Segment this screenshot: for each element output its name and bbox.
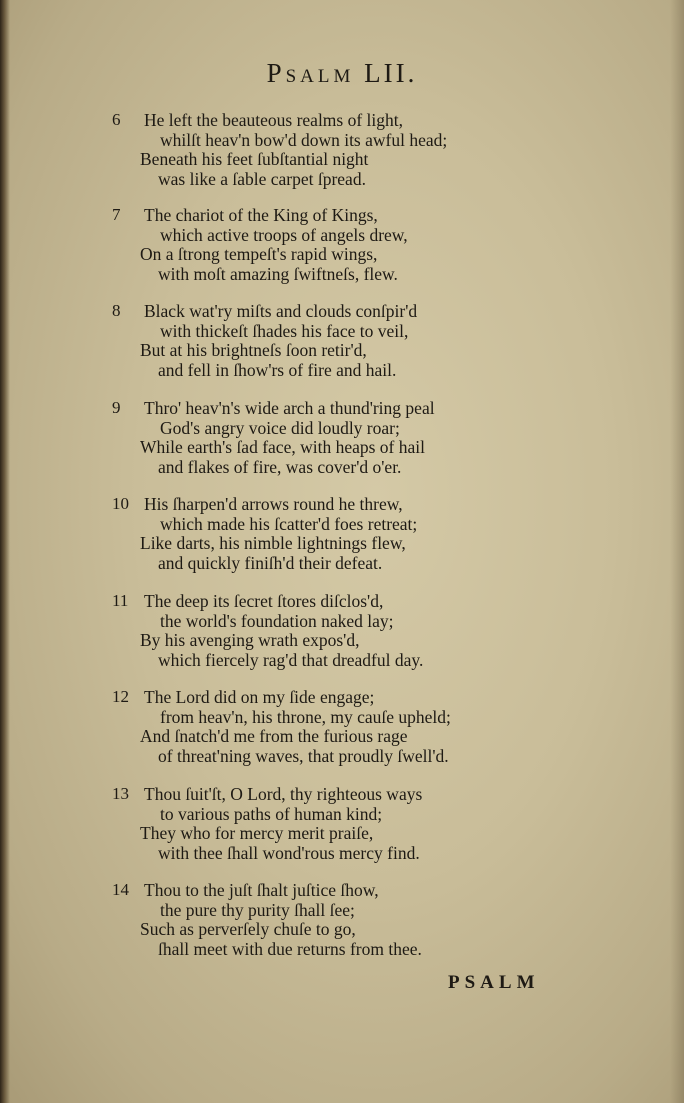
verse-line: of threat'ning waves, that proudly ſwell'd. bbox=[158, 746, 449, 766]
verse-line: the world's foundation naked lay; bbox=[160, 611, 394, 631]
verse-line: which made his ſcatter'd foes retreat; bbox=[160, 514, 418, 534]
verse-line: They who for mercy merit praiſe, bbox=[140, 823, 374, 843]
verse-line: with thee ſhall wond'rous mercy find. bbox=[158, 843, 420, 863]
verse-line: The deep its ſecret ſtores diſclos'd, bbox=[144, 591, 384, 611]
verse-line: On a ſtrong tempeſt's rapid wings, bbox=[140, 244, 378, 264]
verse-line: But at his brightneſs ſoon retir'd, bbox=[140, 340, 367, 360]
stanza-number: 7 bbox=[112, 205, 121, 224]
stanza-number: 9 bbox=[112, 398, 121, 417]
verse-line: Thou to the juſt ſhalt juſtice ſhow, bbox=[144, 880, 379, 900]
page-outer-edge bbox=[670, 0, 684, 1103]
verse-line: His ſharpen'd arrows round he threw, bbox=[144, 494, 403, 514]
verse-line: Like darts, his nimble lightnings flew, bbox=[140, 533, 406, 553]
verse-line: to various paths of human kind; bbox=[160, 804, 383, 824]
running-head-number: LII. bbox=[364, 58, 418, 88]
stanza-number: 14 bbox=[112, 880, 129, 899]
verse-line: Thou ſuit'ſt, O Lord, thy righteous ways bbox=[144, 784, 423, 804]
verse-line: which fiercely rag'd that dreadful day. bbox=[158, 650, 424, 670]
stanza-number: 13 bbox=[112, 784, 129, 803]
verse-line: the pure thy purity ſhall ſee; bbox=[160, 900, 355, 920]
verse-line: and fell in ſhow'rs of fire and hail. bbox=[158, 360, 397, 380]
verse-line: God's angry voice did loudly roar; bbox=[160, 418, 400, 438]
verse-line: with moſt amazing ſwiftneſs, flew. bbox=[158, 264, 398, 284]
verse-line: While earth's ſad face, with heaps of hail bbox=[140, 437, 425, 457]
verse-line: Black wat'ry miſts and clouds conſpir'd bbox=[144, 301, 418, 321]
verse-line: He left the beauteous realms of light, bbox=[144, 110, 404, 130]
stanza-number: 11 bbox=[112, 591, 129, 610]
verse-line: with thickeſt ſhades his face to veil, bbox=[160, 321, 409, 341]
verse-line: Such as perverſely chuſe to go, bbox=[140, 919, 356, 939]
verse-line: and quickly finiſh'd their defeat. bbox=[158, 553, 383, 573]
verse-line: from heav'n, his throne, my cauſe upheld; bbox=[160, 707, 451, 727]
stanza-number: 6 bbox=[112, 110, 121, 129]
verse-line: ſhall meet with due returns from thee. bbox=[158, 939, 422, 959]
verse-line: and flakes of fire, was cover'd o'er. bbox=[158, 457, 402, 477]
verse-line: whilſt heav'n bow'd down its awful head; bbox=[160, 130, 448, 150]
verse-line: was like a ſable carpet ſpread. bbox=[158, 169, 366, 189]
verse-line: Thro' heav'n's wide arch a thund'ring peal bbox=[144, 398, 435, 418]
verse-line: The Lord did on my ſide engage; bbox=[144, 687, 375, 707]
page-gutter-edge bbox=[0, 0, 10, 1103]
verse-line: And ſnatch'd me from the furious rage bbox=[140, 726, 408, 746]
running-head bbox=[0, 58, 684, 89]
verse-line: By his avenging wrath expos'd, bbox=[140, 630, 360, 650]
verse-line: The chariot of the King of Kings, bbox=[144, 205, 378, 225]
verse-line: Beneath his feet ſubſtantial night bbox=[140, 149, 369, 169]
catchword: PSALM bbox=[448, 972, 540, 993]
stanza-number: 12 bbox=[112, 687, 129, 706]
stanza-number: 8 bbox=[112, 301, 121, 320]
stanza-number: 10 bbox=[112, 494, 129, 513]
verse-line: which active troops of angels drew, bbox=[160, 225, 408, 245]
running-head-word: Psalm bbox=[266, 58, 355, 88]
